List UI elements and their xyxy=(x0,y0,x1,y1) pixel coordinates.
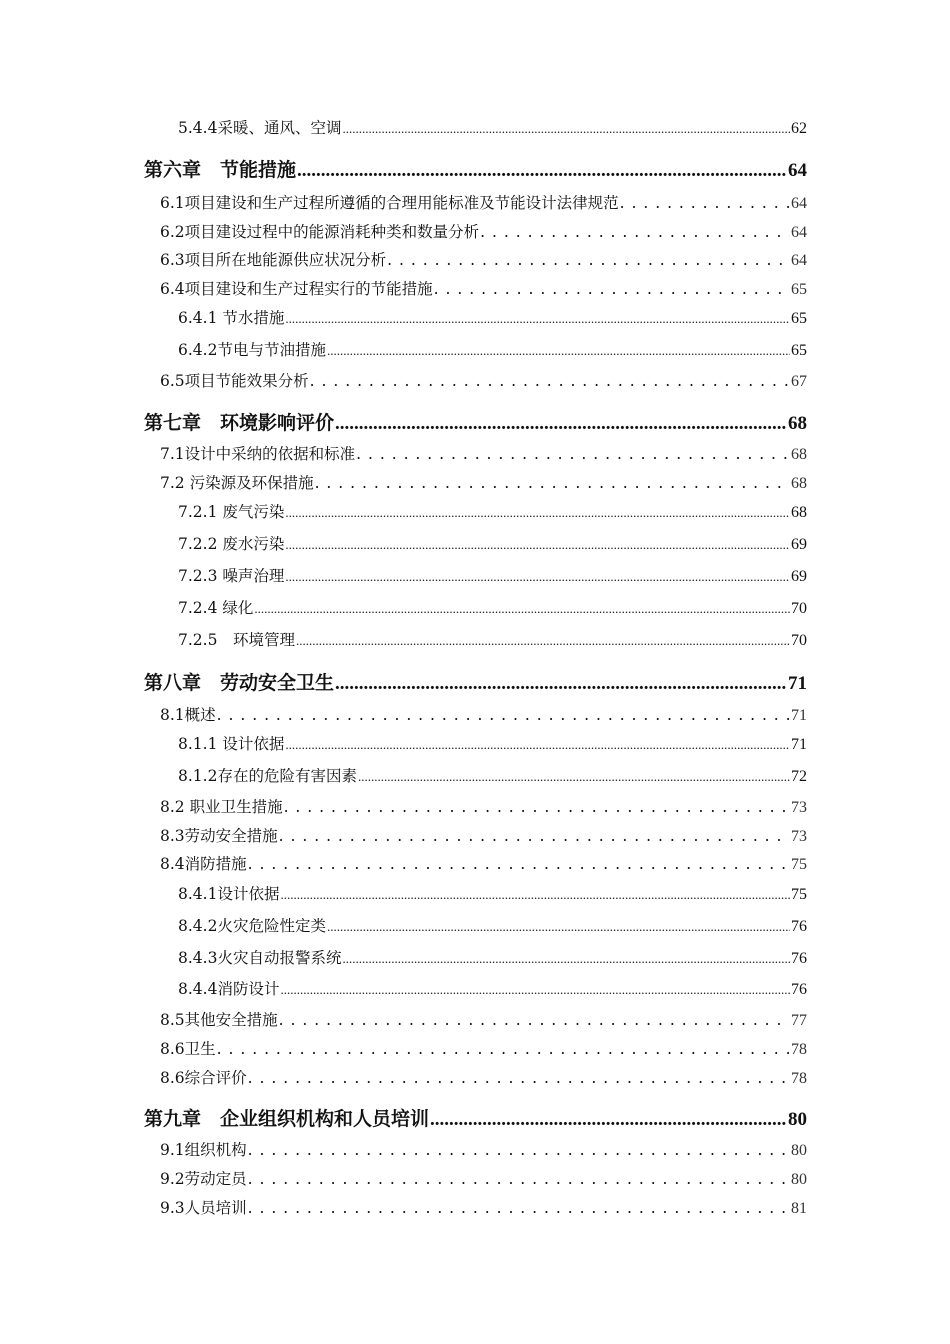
toc-entry-label: 8.6综合评价 xyxy=(160,1069,247,1087)
toc-subsection-entry[interactable] xyxy=(178,116,807,138)
toc-page-number: 80 xyxy=(791,1171,807,1188)
toc-page-number: 76 xyxy=(791,918,807,935)
dot-leader xyxy=(217,706,790,724)
toc-page-number: 77 xyxy=(791,1012,807,1029)
dot-leader xyxy=(315,474,790,492)
toc-subsection-entry[interactable] xyxy=(178,532,807,554)
dot-leader xyxy=(620,194,790,212)
toc-entry-label: 9.2劳动定员 xyxy=(160,1170,247,1188)
toc-page-number: 70 xyxy=(791,632,807,649)
dot-leader xyxy=(434,280,790,298)
toc-entry-label: 第六章 节能措施 xyxy=(144,159,297,181)
toc-page-number: 71 xyxy=(791,736,807,753)
toc-subsection-entry[interactable] xyxy=(178,628,807,650)
toc-page-number: 67 xyxy=(791,373,807,390)
toc-subsection-entry[interactable] xyxy=(178,338,807,360)
toc-section-entry[interactable] xyxy=(160,1037,807,1059)
dot-leader xyxy=(297,159,787,182)
dot-leader xyxy=(280,980,790,998)
toc-page-number: 81 xyxy=(791,1200,807,1217)
toc-subsection-entry[interactable] xyxy=(178,977,807,999)
toc-entry-label: 第八章 劳动安全卫生 xyxy=(144,672,335,694)
toc-page-number: 76 xyxy=(791,950,807,967)
dot-leader xyxy=(217,1040,790,1058)
toc-page-number: 68 xyxy=(791,446,807,463)
toc-section-entry[interactable] xyxy=(160,703,807,725)
toc-page-number: 64 xyxy=(791,195,807,212)
dot-leader xyxy=(310,372,790,390)
toc-entry-label: 6.3项目所在地能源供应状况分析 xyxy=(160,251,387,269)
dot-leader xyxy=(284,798,790,816)
dot-leader xyxy=(296,631,790,649)
toc-entry-label: 8.4.1设计依据 xyxy=(178,885,280,903)
toc-entry-label: 7.2 污染源及环保措施 xyxy=(160,474,314,492)
toc-section-entry[interactable] xyxy=(160,220,807,242)
toc-subsection-entry[interactable] xyxy=(178,882,807,904)
toc-page-number: 75 xyxy=(791,886,807,903)
toc-subsection-entry[interactable] xyxy=(178,732,807,754)
toc-section-entry[interactable] xyxy=(160,1196,807,1218)
toc-entry-label: 8.4消防措施 xyxy=(160,855,247,873)
dot-leader xyxy=(342,949,790,967)
toc-section-entry[interactable] xyxy=(160,1066,807,1088)
toc-page-number: 73 xyxy=(791,828,807,845)
toc-section-entry[interactable] xyxy=(160,824,807,846)
toc-subsection-entry[interactable] xyxy=(178,306,807,328)
dot-leader xyxy=(280,885,790,903)
toc-page-number: 73 xyxy=(791,799,807,816)
dot-leader xyxy=(327,341,790,359)
toc-section-entry[interactable] xyxy=(160,795,807,817)
dot-leader xyxy=(285,735,790,753)
dot-leader xyxy=(285,567,790,585)
dot-leader xyxy=(335,672,787,695)
toc-chapter-entry[interactable] xyxy=(144,1104,807,1131)
toc-entry-label: 6.5项目节能效果分析 xyxy=(160,372,309,390)
toc-entry-label: 8.6卫生 xyxy=(160,1040,216,1058)
toc-page-number: 64 xyxy=(791,252,807,269)
toc-page-number: 76 xyxy=(791,981,807,998)
dot-leader xyxy=(248,1170,790,1188)
dot-leader xyxy=(285,309,790,327)
toc-entry-label: 第九章 企业组织机构和人员培训 xyxy=(144,1108,430,1130)
toc-section-entry[interactable] xyxy=(160,191,807,213)
toc-subsection-entry[interactable] xyxy=(178,764,807,786)
dot-leader xyxy=(248,855,790,873)
toc-entry-label: 7.2.2 废水污染 xyxy=(178,535,285,553)
toc-entry-label: 8.1.2存在的危险有害因素 xyxy=(178,767,357,785)
dot-leader xyxy=(248,1069,790,1087)
toc-section-entry[interactable] xyxy=(160,852,807,874)
toc-page-number: 80 xyxy=(791,1142,807,1159)
toc-entry-label: 7.1设计中采纳的依据和标准 xyxy=(160,445,356,463)
toc-entry-label: 9.3人员培训 xyxy=(160,1199,247,1217)
toc-page-number: 71 xyxy=(788,673,807,694)
toc-page-number: 69 xyxy=(791,568,807,585)
dot-leader xyxy=(387,251,790,269)
toc-entry-label: 6.4.2节电与节油措施 xyxy=(178,341,326,359)
toc-chapter-entry[interactable] xyxy=(144,155,807,182)
toc-section-entry[interactable] xyxy=(160,369,807,391)
dot-leader xyxy=(248,1199,790,1217)
toc-section-entry[interactable] xyxy=(160,442,807,464)
toc-page-number: 69 xyxy=(791,536,807,553)
toc-entry-label: 8.5其他安全措施 xyxy=(160,1011,278,1029)
dot-leader xyxy=(480,223,790,241)
toc-page-number: 70 xyxy=(791,600,807,617)
toc-page-number: 80 xyxy=(788,1109,807,1130)
toc-section-entry[interactable] xyxy=(160,277,807,299)
dot-leader xyxy=(358,767,790,785)
toc-section-entry[interactable] xyxy=(160,1167,807,1189)
dot-leader xyxy=(430,1108,787,1131)
dot-leader xyxy=(327,917,790,935)
toc-entry-label: 8.3劳动安全措施 xyxy=(160,827,278,845)
toc-section-entry[interactable] xyxy=(160,1008,807,1030)
toc-page-number: 68 xyxy=(791,504,807,521)
toc-subsection-entry[interactable] xyxy=(178,564,807,586)
toc-entry-label: 8.1概述 xyxy=(160,706,216,724)
toc-entry-label: 第七章 环境影响评价 xyxy=(144,412,335,434)
toc-page-number: 64 xyxy=(788,160,807,181)
toc-entry-label: 8.2 职业卫生措施 xyxy=(160,798,283,816)
toc-subsection-entry[interactable] xyxy=(178,946,807,968)
dot-leader xyxy=(254,599,790,617)
toc-page-number: 72 xyxy=(791,768,807,785)
dot-leader xyxy=(335,412,787,435)
toc-page-number: 78 xyxy=(791,1041,807,1058)
toc-page-number: 64 xyxy=(791,224,807,241)
toc-entry-label: 6.4项目建设和生产过程实行的节能措施 xyxy=(160,280,433,298)
toc-section-entry[interactable] xyxy=(160,248,807,270)
toc-entry-label: 7.2.5 环境管理 xyxy=(178,631,295,649)
toc-entry-label: 6.2项目建设过程中的能源消耗种类和数量分析 xyxy=(160,223,480,241)
toc-page-number: 65 xyxy=(791,342,807,359)
toc-page-number: 65 xyxy=(791,281,807,298)
toc-entry-label: 6.4.1 节水措施 xyxy=(178,309,285,327)
toc-entry-label: 8.4.2火灾危险性定类 xyxy=(178,917,326,935)
toc-entry-label: 7.2.3 噪声治理 xyxy=(178,567,285,585)
dot-leader xyxy=(285,503,790,521)
toc-page-number: 65 xyxy=(791,310,807,327)
toc-entry-label: 6.1项目建设和生产过程所遵循的合理用能标准及节能设计法律规范 xyxy=(160,194,619,212)
toc-page-number: 62 xyxy=(791,120,807,137)
dot-leader xyxy=(279,1011,790,1029)
toc-entry-label: 7.2.4 绿化 xyxy=(178,599,254,617)
toc-entry-label: 5.4.4采暖、通风、空调 xyxy=(178,119,342,137)
dot-leader xyxy=(279,827,790,845)
toc-section-entry[interactable] xyxy=(160,1138,807,1160)
toc-subsection-entry[interactable] xyxy=(178,596,807,618)
toc-page-number: 78 xyxy=(791,1070,807,1087)
toc-entry-label: 9.1组织机构 xyxy=(160,1141,247,1159)
toc-subsection-entry[interactable] xyxy=(178,500,807,522)
dot-leader xyxy=(285,535,790,553)
toc-chapter-entry[interactable] xyxy=(144,668,807,695)
toc-page-number: 68 xyxy=(791,475,807,492)
toc-subsection-entry[interactable] xyxy=(178,914,807,936)
toc-page-number: 75 xyxy=(791,856,807,873)
toc-section-entry[interactable] xyxy=(160,471,807,493)
toc-entry-label: 8.4.4消防设计 xyxy=(178,980,280,998)
toc-page-number: 68 xyxy=(788,413,807,434)
dot-leader xyxy=(342,119,790,137)
dot-leader xyxy=(248,1141,790,1159)
toc-page-number: 71 xyxy=(791,707,807,724)
toc-entry-label: 7.2.1 废气污染 xyxy=(178,503,285,521)
toc-chapter-entry[interactable] xyxy=(144,408,807,435)
toc-entry-label: 8.4.3火灾自动报警系统 xyxy=(178,949,342,967)
dot-leader xyxy=(356,445,790,463)
toc-entry-label: 8.1.1 设计依据 xyxy=(178,735,285,753)
